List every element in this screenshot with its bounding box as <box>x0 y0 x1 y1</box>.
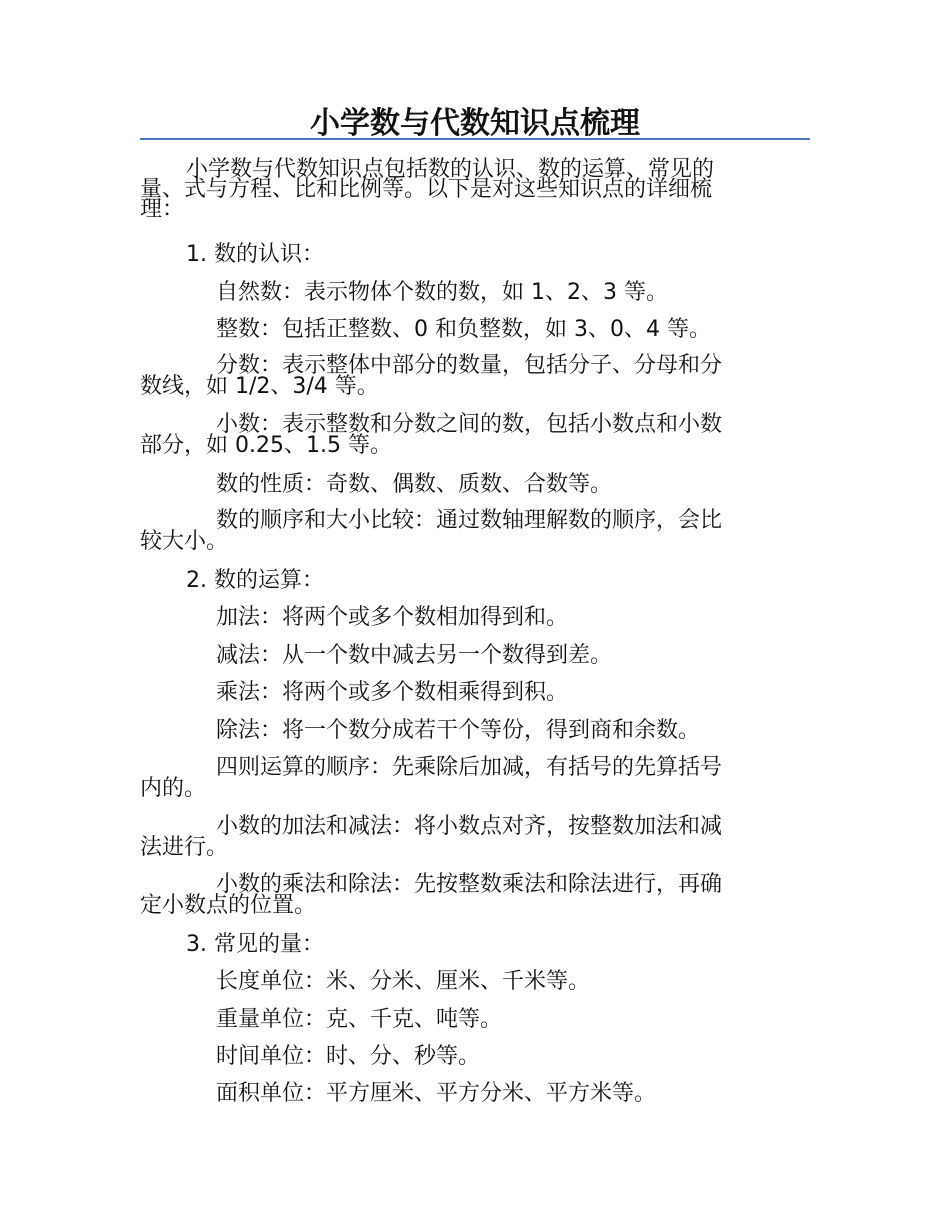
intro-paragraph <box>140 157 800 222</box>
list-item: 四则运算的顺序：先乘除后加减，有括号的先算括号 内的。 <box>140 755 723 801</box>
list-item: 数的性质：奇数、偶数、质数、合数等。 <box>216 472 613 497</box>
list-item: 长度单位：米、分米、厘米、千米等。 <box>216 969 591 994</box>
section-heading: 3. 常见的量： <box>186 932 324 957</box>
list-item: 数的顺序和大小比较：通过数轴理解数的顺序，会比 较大小。 <box>140 508 723 554</box>
intro-line-1: 小学数与代数知识点包括数的认识、数的运算、常见的 <box>186 157 715 182</box>
list-item: 自然数：表示物体个数的数，如 1、2、3 等。 <box>216 280 668 305</box>
list-item: 除法：将一个数分成若干个等份，得到商和余数。 <box>216 718 701 743</box>
list-item: 时间单位：时、分、秒等。 <box>216 1044 481 1069</box>
list-item: 分数：表示整体中部分的数量，包括分子、分母和分 数线，如 1/2、3/4 等。 <box>140 353 723 399</box>
section-heading: 2. 数的运算： <box>186 568 324 593</box>
intro-line-3: 理： <box>140 197 185 222</box>
intro-line-2: 量、式与方程、比和比例等。以下是对这些知识点的详细梳 <box>140 177 713 202</box>
title-underline <box>140 138 810 140</box>
list-item: 减法：从一个数中减去另一个数得到差。 <box>216 643 613 668</box>
list-item: 小数：表示整数和分数之间的数，包括小数点和小数 部分，如 0.25、1.5 等。 <box>140 412 723 458</box>
list-item: 面积单位：平方厘米、平方分米、平方米等。 <box>216 1081 657 1106</box>
list-item: 小数的加法和减法：将小数点对齐，按整数加法和减 法进行。 <box>140 814 723 860</box>
list-item: 加法：将两个或多个数相加得到和。 <box>216 605 569 630</box>
list-item: 整数：包括正整数、0 和负整数，如 3、0、4 等。 <box>216 317 711 342</box>
list-item: 乘法：将两个或多个数相乘得到积。 <box>216 680 569 705</box>
list-item: 重量单位：克、千克、吨等。 <box>216 1007 503 1032</box>
list-item: 小数的乘法和除法：先按整数乘法和除法进行，再确 定小数点的位置。 <box>140 872 723 918</box>
page-title: 小学数与代数知识点梳理 <box>310 106 640 141</box>
section-heading: 1. 数的认识： <box>186 242 324 267</box>
